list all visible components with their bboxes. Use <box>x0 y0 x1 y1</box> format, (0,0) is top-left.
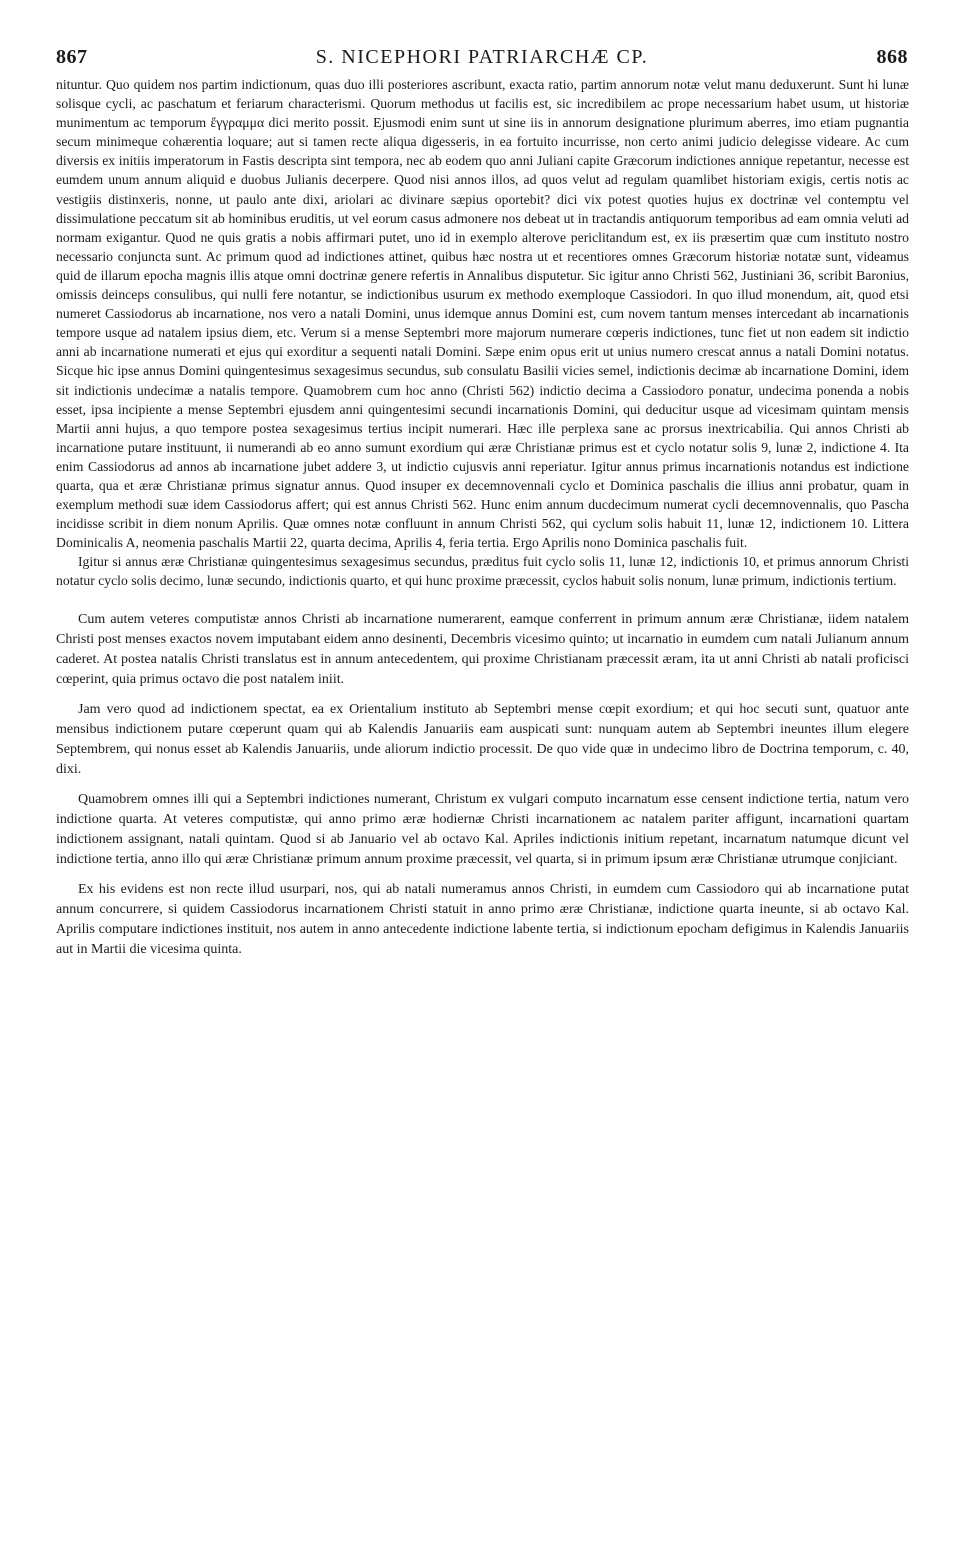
paragraph-gap <box>56 870 909 880</box>
running-title: S. NICEPHORI PATRIARCHÆ CP. <box>315 46 649 68</box>
paragraph-cum-autem: Cum autem veteres computistæ annos Christi ab incarnatione numerarent, eamque conferrent in primum annum æræ Christianæ, iidem natalem Christi post menses exactos novem imputabant eidem anno desinenti, Decembris vicesimo quinto; ut incarnatio in eumdem cum natali Julianum annum caderet. At postea natalis Christi translatus est in annum antecedentem, qui proxime Christianam præcessit æram, ita ut anni Christi ab natali proficisci cœperint, quia primus octavo die post natalem iniit. <box>56 611 909 687</box>
paragraph-gap <box>56 780 909 790</box>
column-number-right: 868 <box>876 46 908 68</box>
column-number-left: 867 <box>56 46 88 68</box>
running-head <box>56 46 908 72</box>
paragraph-gap <box>56 690 909 700</box>
paragraph-quamobrem: Quamobrem omnes illi qui a Septembri indictiones numerant, Christum ex vulgari computo incarnatum esse censent indictione tertia, natum vero indictione quarta. At veteres computistæ, qui anno primo æræ hodiernæ Christi incarnationem ac natalem pariter affigunt, incarnationi quartam indictionem assignant, natali quintam. Quod si ab Januario vel ab octavo Kal. Apriles indictionis initium repetant, incarnatum natumque dicunt vel indictione tertia, anno illo qui æræ Christianæ primum annum proxime præcessit, vel quarta, si in primum ipsum æræ Christianæ utrumque conjiciant. <box>56 791 909 867</box>
body-text <box>56 75 909 960</box>
paragraph-jam-vero: Jam vero quod ad indictionem spectat, ea ex Orientalium instituto ab Septembri mense cœpit exordium; et qui hoc secuti sunt, quatuor ante mensibus indictionem putare cœperunt quam qui ab Kalendis Januariis eam auspicati sunt: nunquam autem ab Septembri ineuntes illum elegere Septembrem, qui nonus esset ab Kalendis Januariis, unde aliorum indictio processit. De quo vide quæ in undecimo libro de Doctrina temporum, c. 40, dixi. <box>56 701 909 777</box>
paragraph-ex-his: Ex his evidens est non recte illud usurpari, nos, qui ab natali numeramus annos Christi, in eumdem cum Cassiodoro qui ab incarnatione putat annum concurrere, si quidem Cassiodorus incarnationem Christi statuit in anno primo æræ Christianæ, indictione quarta ineunte, si ab octavo Kal. Aprilis computare indictiones instituit, nos autem in anno antecedente indictione labente tertia, si indictionum epocham defigimus in Kalendis Januariis aut in Martii die vicesima quinta. <box>56 881 909 957</box>
paragraph-gap <box>56 591 909 610</box>
paragraph-continuation: nituntur. Quo quidem nos partim indictionum, quas duo illi posteriores ascribunt, exacta ratio, partim annorum notæ velut manu deduxerunt. Sunt hi lunæ solisque cycli, ac paschatum et feriarum characterismi. Quorum methodus ut facilis est, sic incredibilem ac prope necessarium habet usum, ut historiæ munimentum ac temporum ἔγγραμμα dici merito possit. Ejusmodi enim sunt ut sine iis in annorum designatione plurimum aberres, imo etiam pugnantia secum minimeque cohærentia loquare; aut si tamen recte aliqua digesseris, in ea fortuito incurrisse, non certo animi judicio delegisse videare. Ac cum diversis ex initiis imperatorum in Fastis descripta sint tempora, nec ab eodem quo anni Juliani capite Græcorum indictiones annique repetantur, necesse est eumdem unum annum aliquid e duobus Julianis decerpere. Quod nisi annos illos, ad quos velut ad regulam quamlibet historiam exigis, certis notis ac vestigiis distinxeris, nonne, ut paulo ante dixi, ariolari ac divinare sæpius oportebit? dici vix potest quoties hujus ex doctrinæ vel contemptu vel dissimulatione peccatum sit ab hominibus eruditis, ut vel eorum casus admonere nos debeat ut in tractandis antiquorum temporibus ad eam omnia veluti ad normam exigantur. Quod ne quis gratis a nobis affirmari putet, uno id in exemplo alterove periclitandum est, ex iis præsertim quæ cum instituto nostro necessario conjuncta sunt. Ac primum quod ad indictiones attinet, quibus hæc nostra ut et recentiores omnes Græcorum historiæ notatæ sunt, videamus quid de illarum epocha magnis illis atque omni doctrinæ genere refertis in Annalibus disputetur. Sic igitur anno Christi 562, Justiniani 36, scribit Baronius, omissis deinceps consulibus, qui nulli fere notantur, se indictionibus usurum ex methodo exemploque Cassiodori. In quo illud monendum, ait, quod etsi numeret Cassiodorus ab incarnatione, nos vero a natali Domini, unus idemque annus Domini est, cum novem tantum menses intercedant ab incarnationis tempore usque ad natalem ipsius diem, etc. Verum si a mense Septembri more majorum numerare cœperis indictiones, tunc fiet ut non eadem sit indictio anni ab incarnatione numerati et ejus qui exorditur a sequenti natali Domini. Sæpe enim opus erit ut unius numero crescat annus a natali Domini notatus. Sicque hic ipse annus Domini quingentesimus sexagesimus secundus, sub consulatu Basilii vicies semel, indictionis decimæ ab incarnatione Domini, idem sit indictionis undecimæ a natalis tempore. Quamobrem cum hoc anno (Christi 562) indictio decima a Cassiodoro ponatur, undecima ponenda a nobis esset, ipsa incipiente a mense Septembri ejusdem anni quingentesimi secundi incarnationis Domini, qui deducitur usque ad vicesimam quintam mensis Martii anni hujus, a quo tempore postea sexagesimus tertius incipit numerari. Hæc ille perplexa sane ac prorsus inextricabilia. Qui annos Christi ab incarnatione putare instituunt, ii numerandi ab eo anno sumunt exordium qui æræ Christianæ primus est et cyclo notatur solis 9, lunæ 2, indictione 4. Ita enim Cassiodorus ad annos ab incarnatione jubet addere 3, ut indictio cujusvis anni reperiatur. Igitur annus primus incarnationis notandus est indictione quarta, qua et æræ Christianæ primus signatur annus. Quod insuper ex decemnovennali cyclo et Dominica paschalis die illius anni probatur, quam in exemplum methodi suæ idem Cassiodorus affert; qui est annus Christi 562. Hunc enim annum ducdecimum numerat cycli decemnovennalis, quo Pascha incidisse scribit in diem nonum Aprilis. Quæ omnes notæ confluunt in annum Christi 562, qui cyclum solis habuit 11, lunæ 12, indictionem 10. Littera Dominicalis A, neomenia paschalis Martii 22, quarta decima, Aprilis 4, feria tertia. Ergo Aprilis nono Dominica paschalis fuit. <box>56 77 909 551</box>
paragraph-igitur: Igitur si annus æræ Christianæ quingentesimus sexagesimus secundus, præditus fuit cyclo solis 11, lunæ 12, indictionis 10, et primus annorum Christi notatur cyclo solis decimo, lunæ secundo, indictionis quarto, et qui hunc proxime præcessit, cyclos habuit solis nonum, lunæ primum, indictionis tertium. <box>56 554 909 589</box>
